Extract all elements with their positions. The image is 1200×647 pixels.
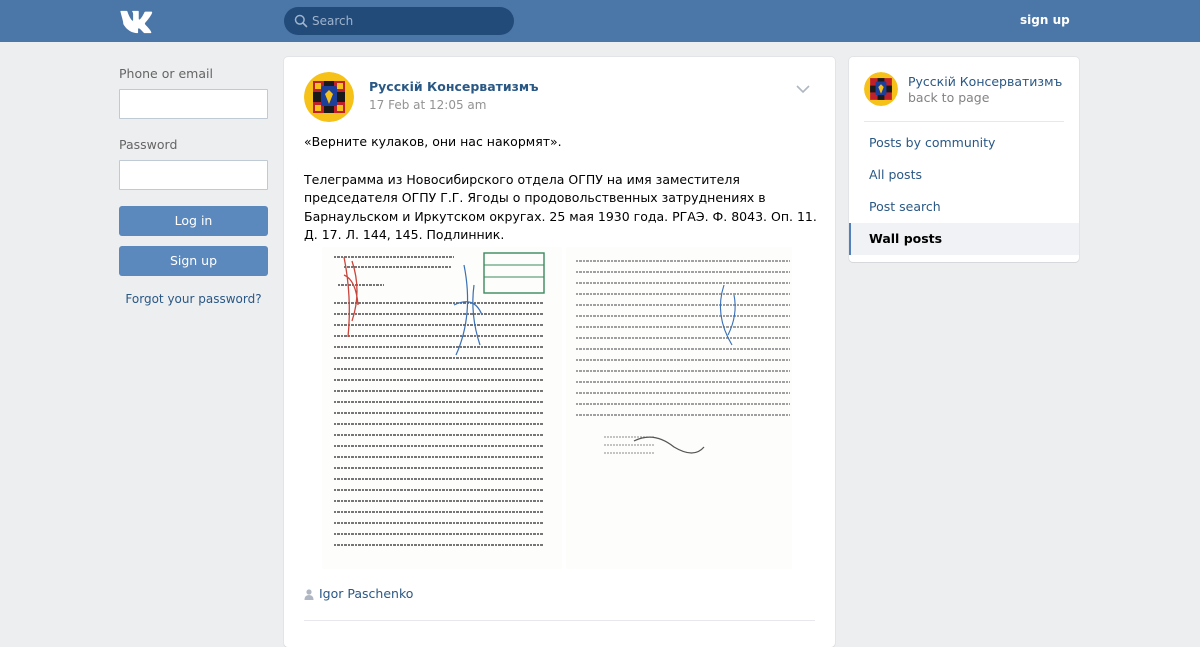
emblem-icon: [304, 72, 354, 122]
sidebar-item-wall-posts[interactable]: Wall posts: [849, 223, 1079, 255]
password-label: Password: [119, 137, 178, 152]
sign-up-link[interactable]: sign up: [1020, 13, 1070, 27]
post-card: [284, 57, 835, 647]
password-field[interactable]: [119, 160, 268, 190]
document-scan: [304, 245, 814, 575]
login-button[interactable]: Log in: [119, 206, 268, 236]
post-date[interactable]: 17 Feb at 12:05 am: [369, 98, 487, 112]
post-text: [304, 133, 819, 245]
sidebar-divider: [864, 121, 1064, 122]
emblem-icon: [864, 72, 898, 106]
phone-field[interactable]: [119, 89, 268, 119]
sidebar-community-name[interactable]: Русскій Консерватизмъ: [908, 74, 1063, 89]
scanned-document-image[interactable]: [304, 245, 814, 575]
phone-label: Phone or email: [119, 66, 213, 81]
sidebar-avatar[interactable]: [864, 72, 898, 106]
search-box[interactable]: [284, 7, 514, 35]
signup-button[interactable]: Sign up: [119, 246, 268, 276]
post-text-quote: «Верните кулаков, они нас накормят».: [304, 134, 562, 149]
forgot-password-link[interactable]: Forgot your password?: [125, 292, 262, 306]
post-divider: [304, 620, 815, 621]
post-text-body: Телеграмма из Новосибирского отдела ОГПУ на имя заместителя председателя ОГПУ Г.Г. Ягоды о продовольственных затруднениях в Барнаульском и Иркутском округах. 25 мая 1930 года. РГАЭ. Ф. 8043. Оп. 11. Д. 17. Л. 144, 145. Подлинник.: [304, 171, 817, 242]
search-input[interactable]: [312, 7, 507, 35]
community-sidebar: [849, 57, 1079, 262]
sidebar-item-post-search[interactable]: Post search: [869, 199, 941, 214]
search-icon: [294, 14, 308, 28]
person-icon: [304, 589, 314, 600]
sidebar-item-posts-by-community[interactable]: Posts by community: [869, 135, 996, 150]
community-avatar[interactable]: [304, 72, 354, 122]
sidebar-item-all-posts[interactable]: All posts: [869, 167, 922, 182]
vk-logo-icon[interactable]: [119, 8, 153, 34]
post-author-link[interactable]: Русскій Консерватизмъ: [369, 79, 539, 94]
back-to-page-link[interactable]: back to page: [908, 90, 990, 105]
top-bar: [0, 0, 1200, 42]
login-panel: [119, 66, 268, 306]
signature-author-link[interactable]: Igor Paschenko: [319, 586, 414, 601]
chevron-down-icon[interactable]: [795, 83, 811, 95]
